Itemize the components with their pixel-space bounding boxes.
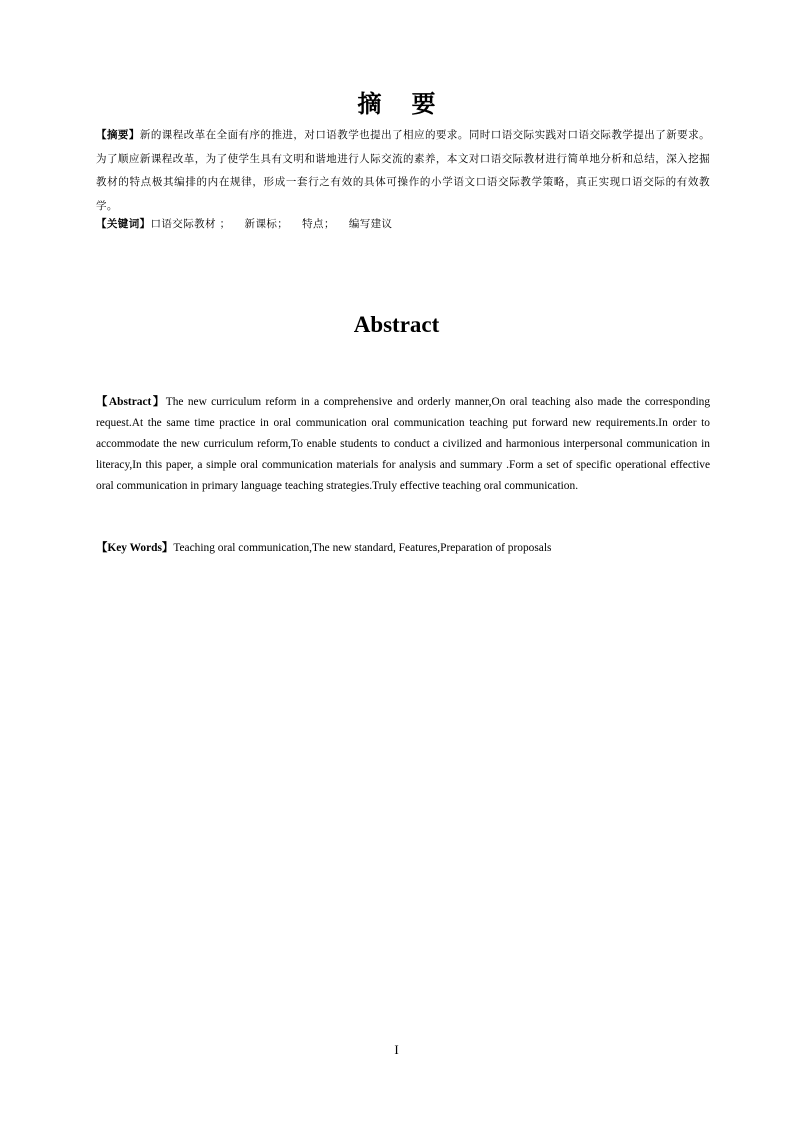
chinese-keyword: 特点； [302, 218, 335, 230]
english-abstract-title: Abstract [353, 312, 440, 337]
chinese-abstract-label: 【摘要】 [96, 129, 140, 141]
page-number: I [394, 1042, 399, 1057]
english-abstract-paragraph [96, 392, 710, 497]
chinese-keyword: 编写建议 [348, 218, 393, 230]
english-abstract-body: The new curriculum reform in a comprehensive and orderly manner,On oral teaching also made the corresponding request.At the same time practice in oral communication oral communication teaching put forward new requirements.In order to accommodate the new curriculum reform,To enable students to conduct a civilized and harmonious interpersonal communication in literacy,In this paper, a simple oral communication materials for analysis and summary .Form a set of specific operational effective oral communication in primary language teaching strategies.Truly effective teaching oral communication. [96, 396, 711, 492]
chinese-abstract-paragraph [96, 124, 710, 218]
chinese-abstract-title: 摘要 [357, 89, 466, 118]
chinese-keyword: 口语交际教材 ； [150, 218, 231, 230]
chinese-keywords-line [96, 214, 710, 234]
english-keywords-line [96, 538, 710, 558]
chinese-abstract-body: 新的课程改革在全面有序的推进，对口语教学也提出了相应的要求。同时口语交际实践对口语交际教学提出了新要求。为了顺应新课程改革，为了使学生具有文明和谐地进行人际交流的素养，本文对口语交际教材进行简单地分析和总结，深入挖掘教材的特点极其编排的内在规律，形成一套行之有效的具体可操作的小学语文口语交际教学策略，真正实现口语交际的有效教学。 [96, 129, 710, 212]
english-keywords-label: 【Key Words】 [96, 542, 174, 554]
english-abstract-label: 【Abstract】 [96, 396, 166, 408]
chinese-keyword: 新课标； [244, 218, 289, 230]
chinese-keywords-label: 【关键词】 [96, 218, 151, 230]
english-keywords-body: Teaching oral communication,The new standard, Features,Preparation of proposals [173, 542, 552, 554]
